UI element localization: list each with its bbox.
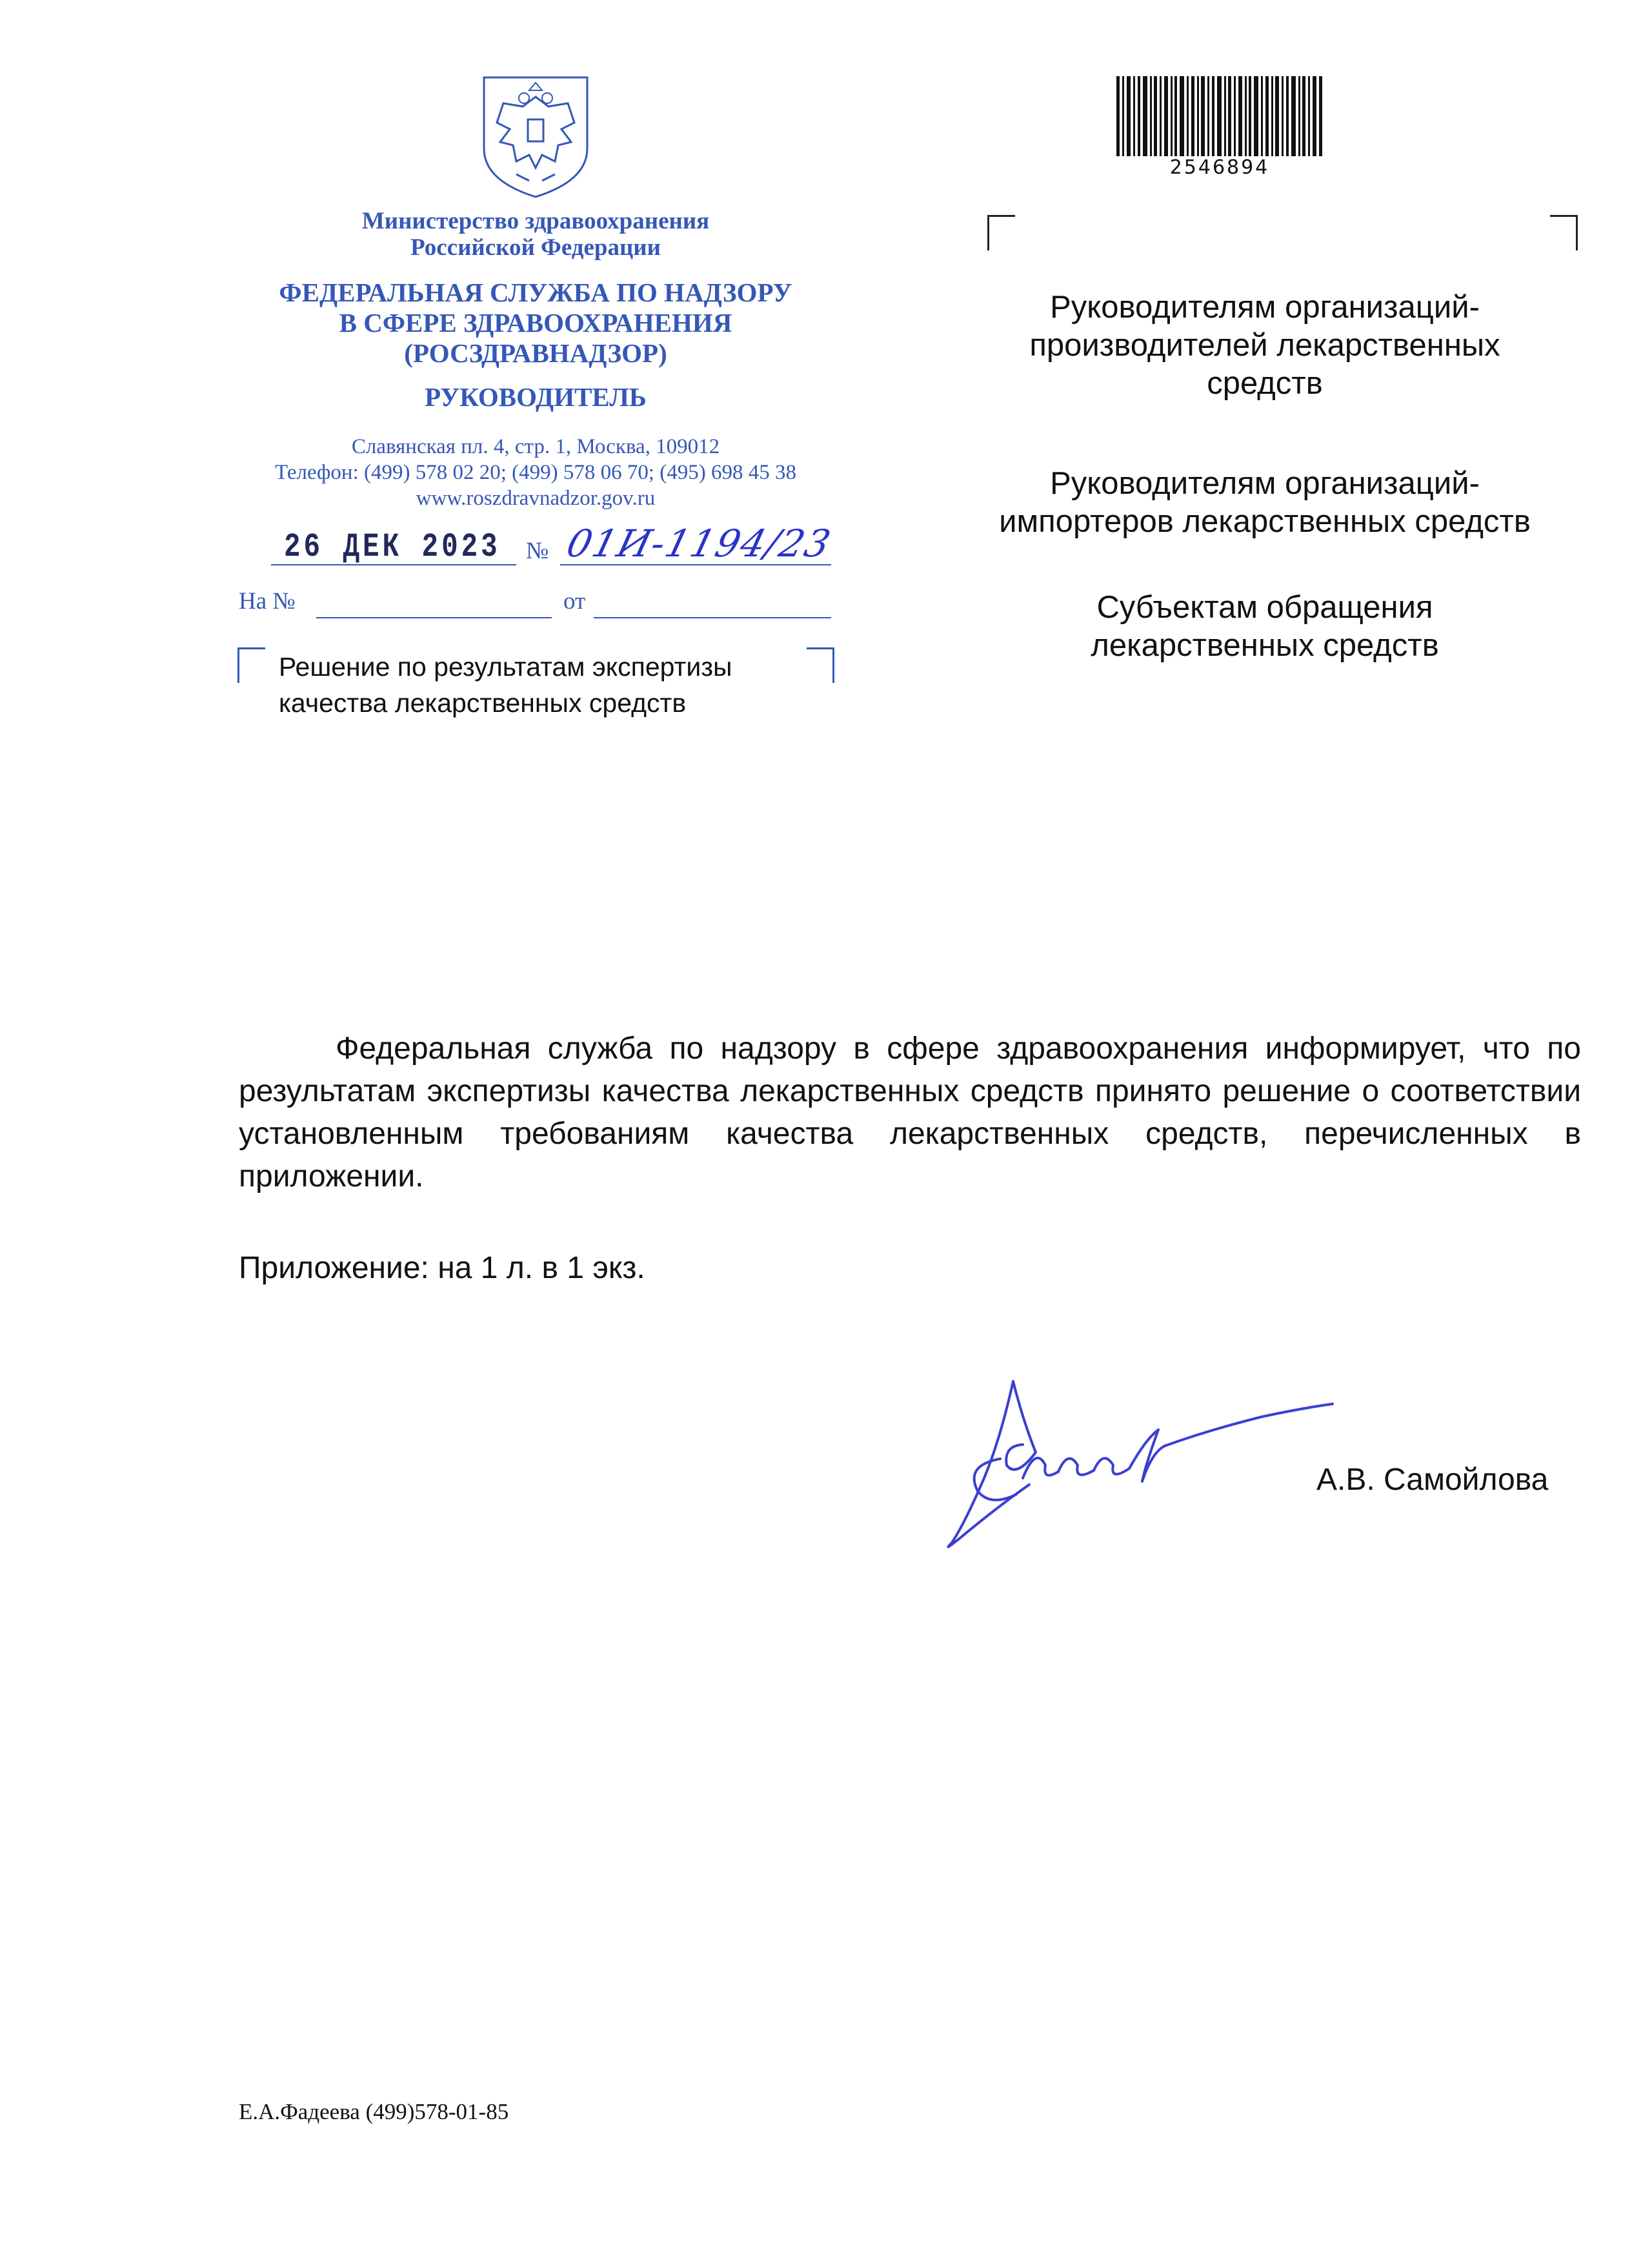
body-paragraph: Федеральная служба по надзору в сфере здравоохранения информирует, что по результатам экспертизы качества лекарственных средств принято решение о соответствии установленным требованиям качества лекарственных средств, перечисленных в приложении. [239, 1031, 1581, 1193]
recipient-manufacturers: Руководителям организаций- производителей лекарственных средств [1029, 290, 1500, 401]
address-corner-right [1550, 215, 1578, 250]
attachment-note: Приложение: на 1 л. в 1 экз. [239, 1251, 645, 1285]
address-corner-left [987, 215, 1015, 250]
reply-number-label: На № [239, 588, 296, 614]
subject-corner-left [237, 647, 265, 683]
head-title: РУКОВОДИТЕЛЬ [425, 382, 647, 412]
reply-date-line [594, 589, 831, 618]
subject-corner-right [807, 647, 834, 683]
reply-date-label: от [563, 588, 586, 614]
handwritten-number: 01И-1194/23 [562, 522, 836, 565]
number-label: № [526, 538, 549, 564]
ministry-name: Министерство здравоохранения Российской Федерации [361, 208, 710, 261]
subject: Решение по результатам экспертизы качества лекарственных средств [279, 652, 732, 718]
signer-name: А.В. Самойлова [1316, 1463, 1549, 1497]
sender-address: Славянская пл. 4, стр. 1, Москва, 109012 Телефон: (499) 578 02 20; (499) 578 06 70; (495) 698 45 38 www.roszdravnadzor.gov.ru [274, 435, 797, 510]
russian-coat-of-arms-icon [478, 71, 594, 200]
recipient-importers: Руководителям организаций- импортеров лекарственных средств [999, 466, 1531, 539]
executor-contact: Е.А.Фадеева (499)578-01-85 [239, 2099, 509, 2124]
recipient-subjects: Субъектам обращения лекарственных средств [1091, 590, 1439, 663]
handwritten-signature [939, 1368, 1352, 1556]
service-name: ФЕДЕРАЛЬНАЯ СЛУЖБА ПО НАДЗОРУ В СФЕРЕ ЗДРАВООХРАНЕНИЯ (РОСЗДРАВНАДЗОР) [279, 278, 792, 368]
barcode-icon [1116, 76, 1323, 156]
barcode-number: 2546894 [1169, 156, 1270, 179]
date-stamp: 26 ДЕК 2023 [284, 528, 501, 566]
reply-number-line [316, 589, 552, 618]
